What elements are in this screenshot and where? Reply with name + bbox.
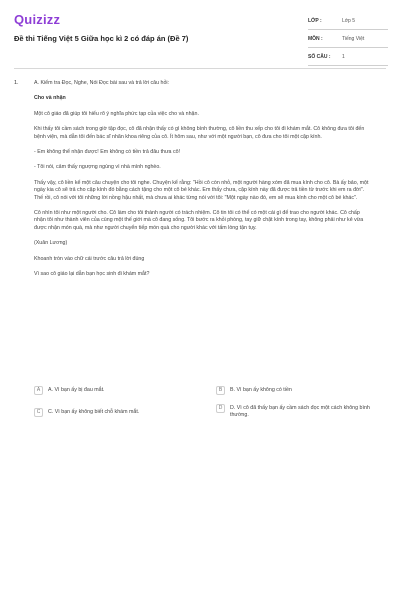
option-text: B. Vì bạn ấy không có tiền <box>230 387 292 393</box>
passage-paragraph: Thấy vậy, cô liền kể một câu chuyện cho tôi nghe. Chuyện kể rằng: "Hồi cô còn nhỏ, một người hàng xóm đã mua kính cho cô. Bà ấy bảo, một ngày kia cô sẽ trả cho cặp kính đó bằng cách tặng cho một cô bé khác. Em thấy chưa, cặp kính này đã được trả tiền từ trước khi em ra đời". Thế rồi, cô nói với tôi những lời nồng hậu nhất, mà chưa ai khác từng nói với tôi: "Một ngày nào đó, em sẽ mua kính cho một cô bé khác". <box>34 179 369 201</box>
meta-value: 1 <box>342 53 345 60</box>
meta-label: LỚP : <box>308 17 322 24</box>
option-letter-box: D <box>216 404 225 413</box>
question-prompt: Vì sao cô giáo lại dẫn bạn học sinh đi khám mắt? <box>34 271 150 278</box>
answer-instruction: Khoanh tròn vào chữ cái trước câu trả lời đúng <box>34 255 145 262</box>
header-divider <box>14 68 386 69</box>
question-number: 1. <box>14 80 19 86</box>
option-b[interactable] <box>216 386 380 395</box>
question-instruction: A. Kiểm tra Đọc, Nghe, Nói Đọc bài sau và trả lời câu hỏi: <box>34 80 170 86</box>
option-letter-box: A <box>34 386 43 395</box>
page-title: Đề thi Tiếng Việt 5 Giữa học kì 2 có đáp án (Đề 7) <box>14 34 189 43</box>
question-body <box>34 80 370 287</box>
meta-value: Tiếng Việt <box>342 35 365 42</box>
meta-label: MÔN : <box>308 35 323 42</box>
meta-label: SỐ CÂU : <box>308 53 331 60</box>
passage-paragraph: Khi thấy tôi cầm sách trong giờ tập đọc, cô đã nhận thấy có gì không bình thường, cô liền thu xếp cho tôi đi khám mắt. Cô không đưa tôi đến bệnh viện, mà dẫn tôi đến bác sĩ nhãn khoa riêng của cô. Ít hôm sau, như với một người bạn, cô đưa cho tôi một cặp kính. <box>34 126 365 140</box>
option-letter-box: C <box>34 408 43 417</box>
passage-title: Cho và nhận <box>34 95 66 102</box>
option-d[interactable] <box>216 404 380 419</box>
option-text: D. Vì cô đã thấy bạn ấy cầm sách đọc một cách không bình thường. <box>230 405 370 418</box>
passage-paragraph: Cô nhìn tôi như một người cho. Cô làm cho tôi thành người có trách nhiệm. Cô tin tôi có thể có một cái gì để trao cho người khác. Cô chấp nhận tôi như thành viên của cùng một thế giới mà cô đang sống. Tôi bước ra khỏi phòng, tay giữ chặt kính trong tay, không phải như kẻ vừa được nhận món quà, mà như người chuyển tiếp món quà cho người khác với tấm lòng tận tụy. <box>34 210 364 231</box>
option-letter-box: B <box>216 386 225 395</box>
option-c[interactable] <box>34 408 204 417</box>
option-a[interactable] <box>34 386 194 395</box>
passage-author: (Xuân Lương) <box>34 240 68 247</box>
meta-table <box>308 12 388 66</box>
passage-paragraph: - Tôi nói, cảm thấy ngượng ngùng vì nhà mình nghèo. <box>34 164 161 171</box>
meta-row-class <box>308 12 388 30</box>
quizizz-logo: Quizizz <box>14 12 61 27</box>
meta-value: Lớp 5 <box>342 17 356 24</box>
passage-paragraph: - Em không thể nhận được! Em không có tiền trả đâu thưa cô! <box>34 149 181 156</box>
passage-paragraph: Một cô giáo đã giúp tôi hiểu rõ ý nghĩa phức tạp của việc cho và nhận. <box>34 110 199 117</box>
option-text: C. Vì bạn ấy không biết chỗ khám mắt. <box>48 409 140 415</box>
meta-row-question-count <box>308 48 388 66</box>
meta-row-subject <box>308 30 388 48</box>
option-text: A. Vì bạn ấy bị đau mắt. <box>48 387 105 393</box>
